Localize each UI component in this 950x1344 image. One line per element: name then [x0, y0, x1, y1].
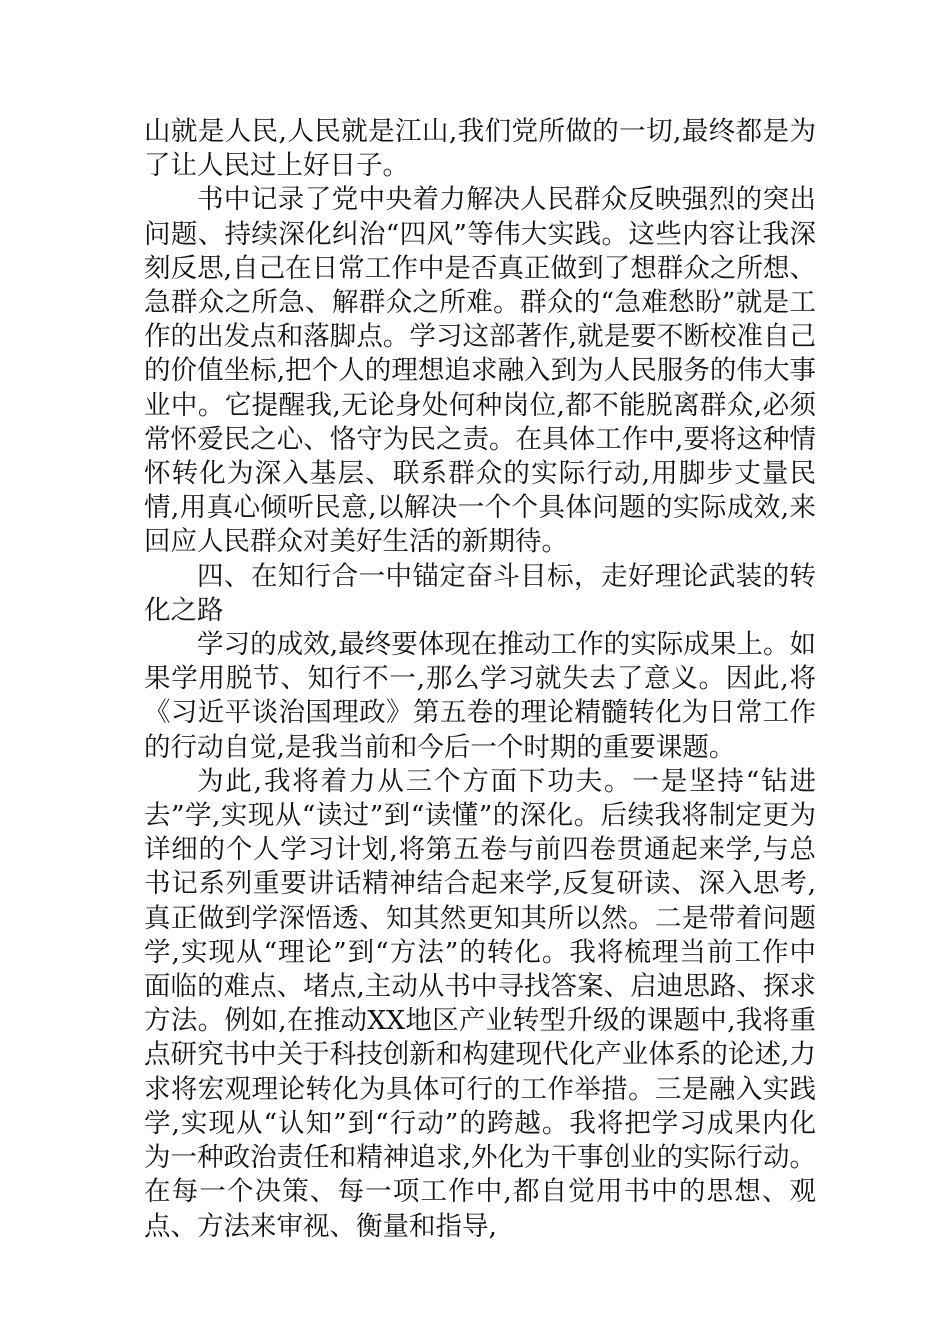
paragraph-3: 学习的成效,最终要体现在推动工作的实际成果上。如果学用脱节、知行不一,那么学习就失去了意义。因此,将《习近平谈治国理政》第五卷的理论精髓转化为日常工作的行动自觉,是我当前和今后一个时期的重要课题。: [144, 629, 816, 763]
section-heading-4: 四、在知行合一中锚定奋斗目标，走好理论武装的转化之路: [144, 560, 816, 626]
paragraph-4: 为此,我将着力从三个方面下功夫。一是坚持“钻进去”学,实现从“读过”到“读懂”的深化。后续我将制定更为详细的个人学习计划,将第五卷与前四卷贯通起来学,与总书记系列重要讲话精神结合起来学,反复研读、深入思考,真正做到学深悟透、知其然更知其所以然。二是带着问题学,实现从“理论”到“方法”的转化。我将梳理当前工作中面临的难点、堵点,主动从书中寻找答案、启迪思路、探求方法。例如,在推动XX地区产业转型升级的课题中,我将重点研究书中关于科技创新和构建现代化产业体系的论述,力求将宏观理论转化为具体可行的工作举措。三是融入实践学,实现从“认知”到“行动”的跨越。我将把学习成果内化为一种政治责任和精神追求,外化为干事创业的实际行动。在每一个决策、每一项工作中,都自觉用书中的思想、观点、方法来审视、衡量和指导,: [144, 765, 816, 1242]
paragraph-1: 山就是人民,人民就是江山,我们党所做的一切,最终都是为了让人民过上好日子。: [144, 116, 816, 182]
document-body: [144, 115, 816, 1244]
paragraph-2: 书中记录了党中央着力解决人民群众反映强烈的突出问题、持续深化纠治“四风”等伟大实践。这些内容让我深刻反思,自己在日常工作中是否真正做到了想群众之所想、急群众之所急、解群众之所难。群众的“急难愁盼”就是工作的出发点和落脚点。学习这部著作,就是要不断校准自己的价值坐标,把个人的理想追求融入到为人民服务的伟大事业中。它提醒我,无论身处何种岗位,都不能脱离群众,必须常怀爱民之心、恪守为民之责。在具体工作中,要将这种情怀转化为深入基层、联系群众的实际行动,用脚步丈量民情,用真心倾听民意,以解决一个个具体问题的实际成效,来回应人民群众对美好生活的新期待。: [144, 184, 816, 558]
